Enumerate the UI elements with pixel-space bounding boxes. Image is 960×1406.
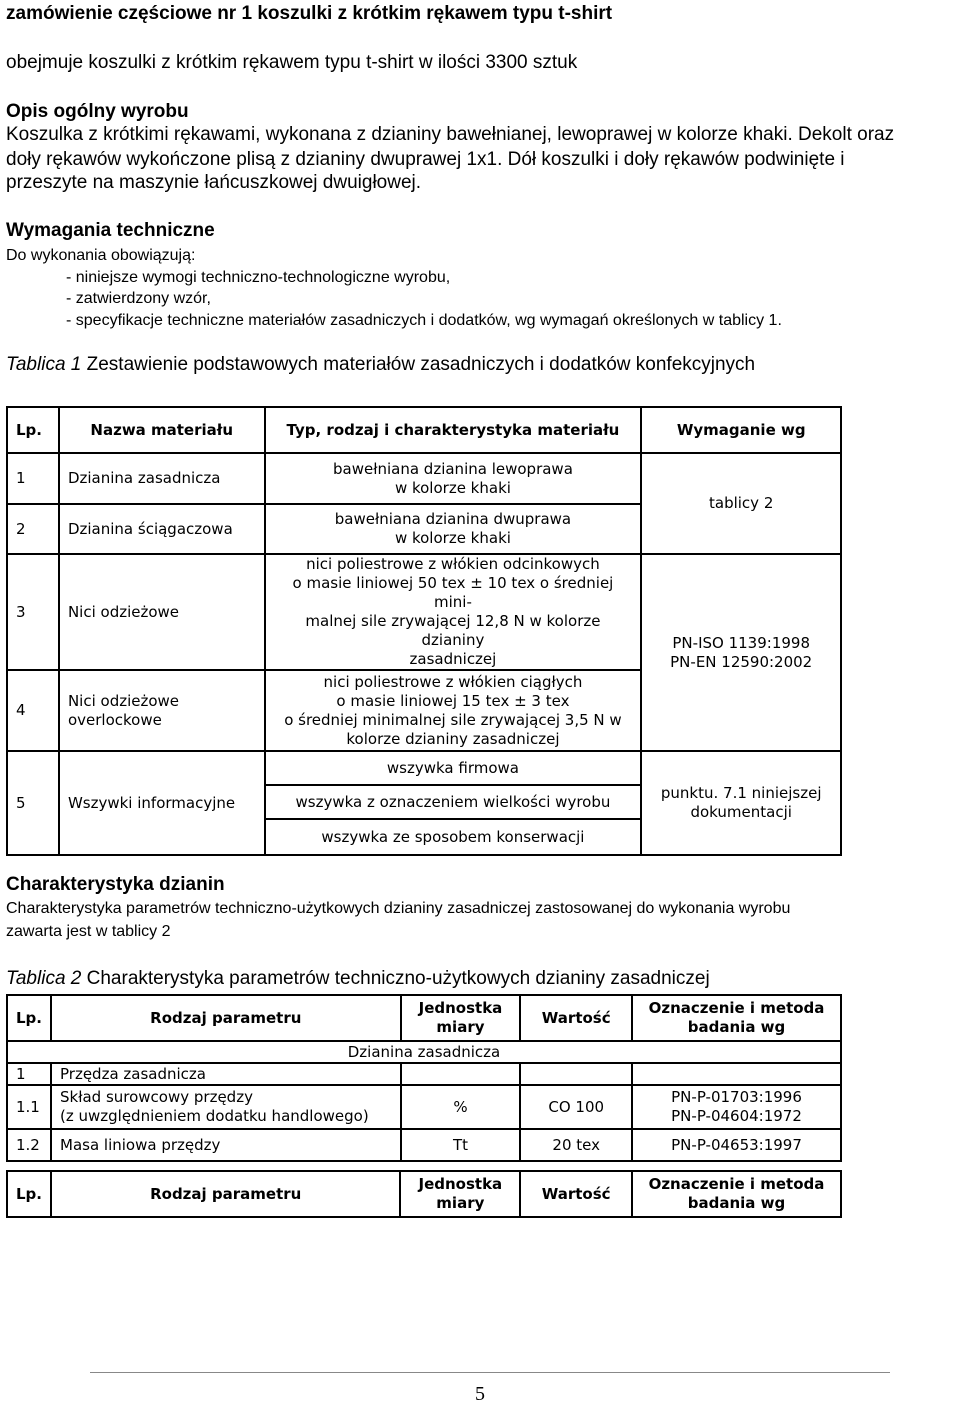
header-cell: Wartość xyxy=(520,995,632,1041)
tablica2-caption xyxy=(6,967,710,991)
wymagania-title: Wymagania techniczne xyxy=(6,220,215,241)
req-cell: tablicy 2 xyxy=(641,453,841,554)
name-cell: Dzianina ściągaczowa xyxy=(59,504,265,554)
typ-cell: wszywka ze sposobem konserwacji xyxy=(265,819,642,855)
opis-title: Opis ogólny wyrobu xyxy=(6,101,189,122)
value-cell xyxy=(520,1063,632,1085)
typ-cell: wszywka z oznaczeniem wielkości wyrobu xyxy=(265,785,642,819)
method-cell xyxy=(632,1063,841,1085)
table-header-row xyxy=(7,995,841,1041)
tablica2-caption-text: Charakterystyka parametrów techniczno-użytkowych dzianiny zasadniczej xyxy=(81,968,710,989)
scope-text: obejmuje koszulki z krótkim rękawem typu t-shirt w ilości 3300 sztuk xyxy=(6,52,578,73)
table-header-row xyxy=(7,407,841,453)
section-cell: Dzianina zasadnicza xyxy=(7,1041,841,1063)
name-cell: Nici odzieżowe xyxy=(59,554,265,670)
lp-cell: 1 xyxy=(7,453,59,504)
name-cell: Dzianina zasadnicza xyxy=(59,453,265,504)
unit-cell: Tt xyxy=(401,1129,521,1161)
header-cell: Lp. xyxy=(7,1171,51,1217)
name-cell: Wszywki informacyjne xyxy=(59,751,265,855)
header-cell: Jednostka miary xyxy=(401,995,521,1041)
charakterystyka-line: Charakterystyka parametrów techniczno-użytkowych dzianiny zasadniczej zastosowanej do wykonania wyrobu xyxy=(6,900,791,917)
header-cell: Wartość xyxy=(520,1171,632,1217)
table-row xyxy=(7,554,841,670)
method-cell: PN-P-01703:1996 PN-P-04604:1972 xyxy=(632,1085,841,1129)
header-cell: Rodzaj parametru xyxy=(51,995,401,1041)
method-cell: PN-P-04653:1997 xyxy=(632,1129,841,1161)
header-cell: Oznaczenie i metoda badania wg xyxy=(632,1171,841,1217)
header-cell: Typ, rodzaj i charakterystyka materiału xyxy=(265,407,642,453)
tablica1-label: Tablica 1 xyxy=(6,354,82,375)
document-heading: zamówienie częściowe nr 1 koszulki z krótkim rękawem typu t-shirt xyxy=(6,3,613,24)
typ-cell: nici poliestrowe z włókien odcinkowych o masie liniowej 50 tex ± 10 tex o średniej mini- malnej sile zrywającej 12,8 N w kolorze dzianiny zasadniczej xyxy=(265,554,642,670)
req-cell: PN-ISO 1139:1998 PN-EN 12590:2002 xyxy=(641,554,841,751)
header-cell: Jednostka miary xyxy=(400,1171,520,1217)
charakterystyka-line: zawarta jest w tablicy 2 xyxy=(6,923,171,940)
param-cell: Skład surowcowy przędzy (z uwzględnieniem dodatku handlowego) xyxy=(51,1085,401,1129)
param-cell: Masa liniowa przędzy xyxy=(51,1129,401,1161)
value-cell: 20 tex xyxy=(520,1129,632,1161)
opis-line: doły rękawów wykończone plisą z dzianiny dwuprawej 1x1. Dół koszulki i doły rękawów podwinięte i xyxy=(6,149,845,170)
header-cell: Lp. xyxy=(7,407,59,453)
param-cell: Przędza zasadnicza xyxy=(51,1063,401,1085)
header-cell: Rodzaj parametru xyxy=(51,1171,400,1217)
name-cell: Nici odzieżowe overlockowe xyxy=(59,670,265,751)
charakterystyka-title: Charakterystyka dzianin xyxy=(6,874,225,895)
tablica2-table xyxy=(6,994,842,1162)
table-header-row xyxy=(7,1171,841,1217)
table-row xyxy=(7,453,841,504)
section-row xyxy=(7,1041,841,1063)
tablica1-caption xyxy=(6,353,755,377)
opis-line: przeszyte na maszynie łańcuszkowej dwuigłowej. xyxy=(6,172,422,193)
unit-cell: % xyxy=(401,1085,521,1129)
tablica1-table xyxy=(6,406,842,856)
typ-cell: wszywka firmowa xyxy=(265,751,642,785)
lp-cell: 1 xyxy=(7,1063,51,1085)
tablica1-caption-text: Zestawienie podstawowych materiałów zasadniczych i dodatków konfekcyjnych xyxy=(81,354,756,375)
table-row xyxy=(7,1085,841,1129)
wymagania-item: - niniejsze wymogi techniczno-technologiczne wyrobu, xyxy=(66,269,451,286)
opis-line: Koszulka z krótkimi rękawami, wykonana z dzianiny bawełnianej, lewoprawej w kolorze khaki. Dekolt oraz xyxy=(6,124,895,145)
tablica2-header-repeat xyxy=(6,1170,842,1218)
header-cell: Nazwa materiału xyxy=(59,407,265,453)
lp-cell: 4 xyxy=(7,670,59,751)
lp-cell: 3 xyxy=(7,554,59,670)
header-cell: Oznaczenie i metoda badania wg xyxy=(632,995,841,1041)
value-cell: CO 100 xyxy=(520,1085,632,1129)
typ-cell: nici poliestrowe z włókien ciągłych o masie liniowej 15 tex ± 3 tex o średniej minimalnej sile zrywającej 3,5 N w kolorze dzianiny zasadniczej xyxy=(265,670,642,751)
lp-cell: 2 xyxy=(7,504,59,554)
lp-cell: 1.2 xyxy=(7,1129,51,1161)
footer-rule xyxy=(90,1372,890,1373)
page-number: 5 xyxy=(475,1383,485,1405)
wymagania-item: - specyfikacje techniczne materiałów zasadniczych i dodatków, wg wymagań określonych w tablicy 1. xyxy=(66,312,782,329)
req-cell: punktu. 7.1 niniejszej dokumentacji xyxy=(641,751,841,855)
typ-cell: bawełniana dzianina lewoprawa w kolorze khaki xyxy=(265,453,642,504)
lp-cell: 1.1 xyxy=(7,1085,51,1129)
tablica2-label: Tablica 2 xyxy=(6,968,82,989)
table-row xyxy=(7,751,841,785)
typ-cell: bawełniana dzianina dwuprawa w kolorze khaki xyxy=(265,504,642,554)
wymagania-item: - zatwierdzony wzór, xyxy=(66,290,211,307)
table-row xyxy=(7,1063,841,1085)
header-cell: Lp. xyxy=(7,995,51,1041)
unit-cell xyxy=(401,1063,521,1085)
table-row xyxy=(7,1129,841,1161)
header-cell: Wymaganie wg xyxy=(641,407,841,453)
wymagania-intro: Do wykonania obowiązują: xyxy=(6,247,196,264)
lp-cell: 5 xyxy=(7,751,59,855)
